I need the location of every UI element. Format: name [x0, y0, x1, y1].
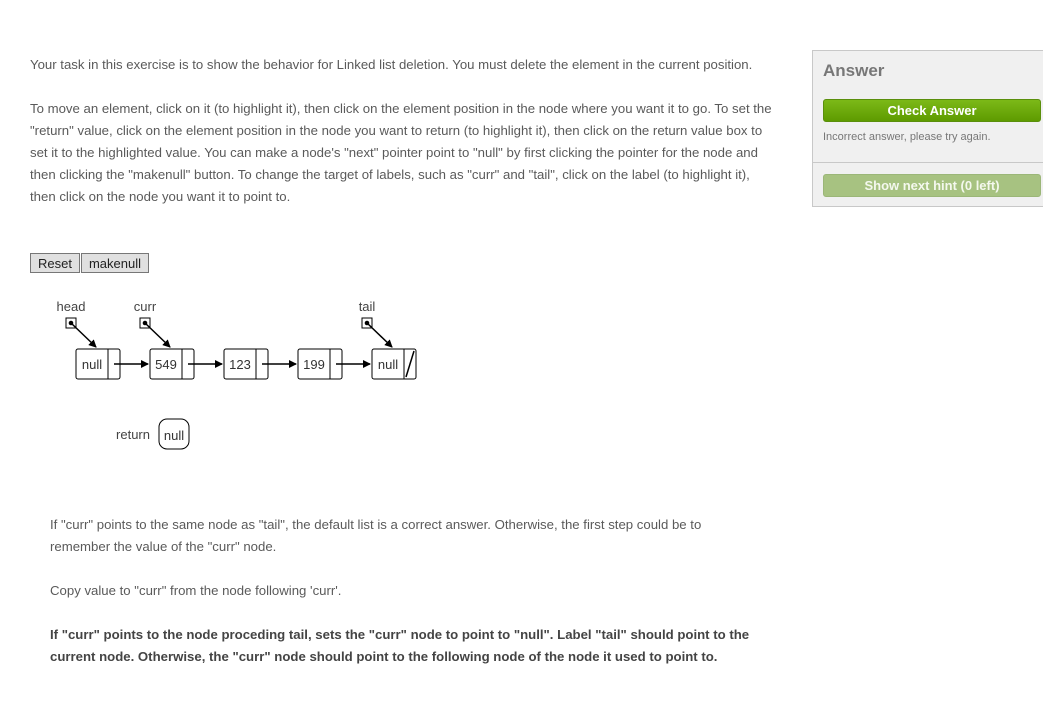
- makenull-button[interactable]: makenull: [81, 253, 149, 273]
- check-answer-button[interactable]: Check Answer: [823, 99, 1041, 122]
- instructions: [30, 54, 775, 230]
- instructions-paragraph-2: To move an element, click on it (to highlight it), then click on the element position in the node where you want it to go. To set the "return" value, click on the element position in the node you want to return (to highlight it), then click on the return value box to set it to the highlighted value. You can make a node's "next" pointer point to "null" by first clicking the pointer for the node and then clicking the "makenull" button. To change the target of labels, such as "curr" and "tail", click on the label (to highlight it), then click on the node you want it to point to.: [30, 101, 772, 204]
- return-value[interactable]: null: [163, 428, 185, 443]
- node-value[interactable]: null: [81, 357, 103, 372]
- curr-pointer[interactable]: [140, 318, 170, 347]
- list-node[interactable]: [298, 349, 342, 379]
- hint-3: If "curr" points to the node proceding tail, sets the "curr" node to point to "null". Label "tail" should point to the current node. Otherwise, the "curr" node should point to the following node of the node it used to point to.: [50, 627, 750, 664]
- answer-title: Answer: [823, 61, 885, 80]
- control-buttons: [30, 253, 150, 273]
- hint-2: Copy value to "curr" from the node following 'curr'.: [50, 583, 342, 598]
- list-node[interactable]: [150, 349, 194, 379]
- head-pointer[interactable]: [66, 318, 96, 347]
- linked-list-visualization: [0, 290, 460, 460]
- node-value[interactable]: null: [377, 357, 399, 372]
- tail-label[interactable]: tail: [358, 299, 376, 314]
- node-value[interactable]: 123: [229, 357, 251, 372]
- tail-pointer[interactable]: [362, 318, 392, 347]
- list-node[interactable]: [76, 349, 120, 379]
- curr-label[interactable]: curr: [133, 299, 157, 314]
- reset-button[interactable]: Reset: [30, 253, 80, 273]
- instructions-paragraph-1: Your task in this exercise is to show the behavior for Linked list deletion. You must delete the element in the current position.: [30, 57, 753, 72]
- answer-feedback: Incorrect answer, please try again.: [823, 131, 991, 143]
- node-value[interactable]: 549: [155, 357, 177, 372]
- answer-panel: [812, 50, 1043, 207]
- hint-1: If "curr" points to the same node as "tail", the default list is a correct answer. Otherwise, the first step could be to remember the value of the "curr" node.: [50, 517, 702, 554]
- show-hint-button[interactable]: Show next hint (0 left): [823, 174, 1041, 197]
- panel-divider: [813, 162, 1043, 163]
- node-value[interactable]: 199: [303, 357, 325, 372]
- list-node[interactable]: [372, 349, 416, 379]
- head-label[interactable]: head: [56, 299, 86, 314]
- hints: [50, 514, 760, 690]
- list-node[interactable]: [224, 349, 268, 379]
- return-label: return: [116, 427, 150, 442]
